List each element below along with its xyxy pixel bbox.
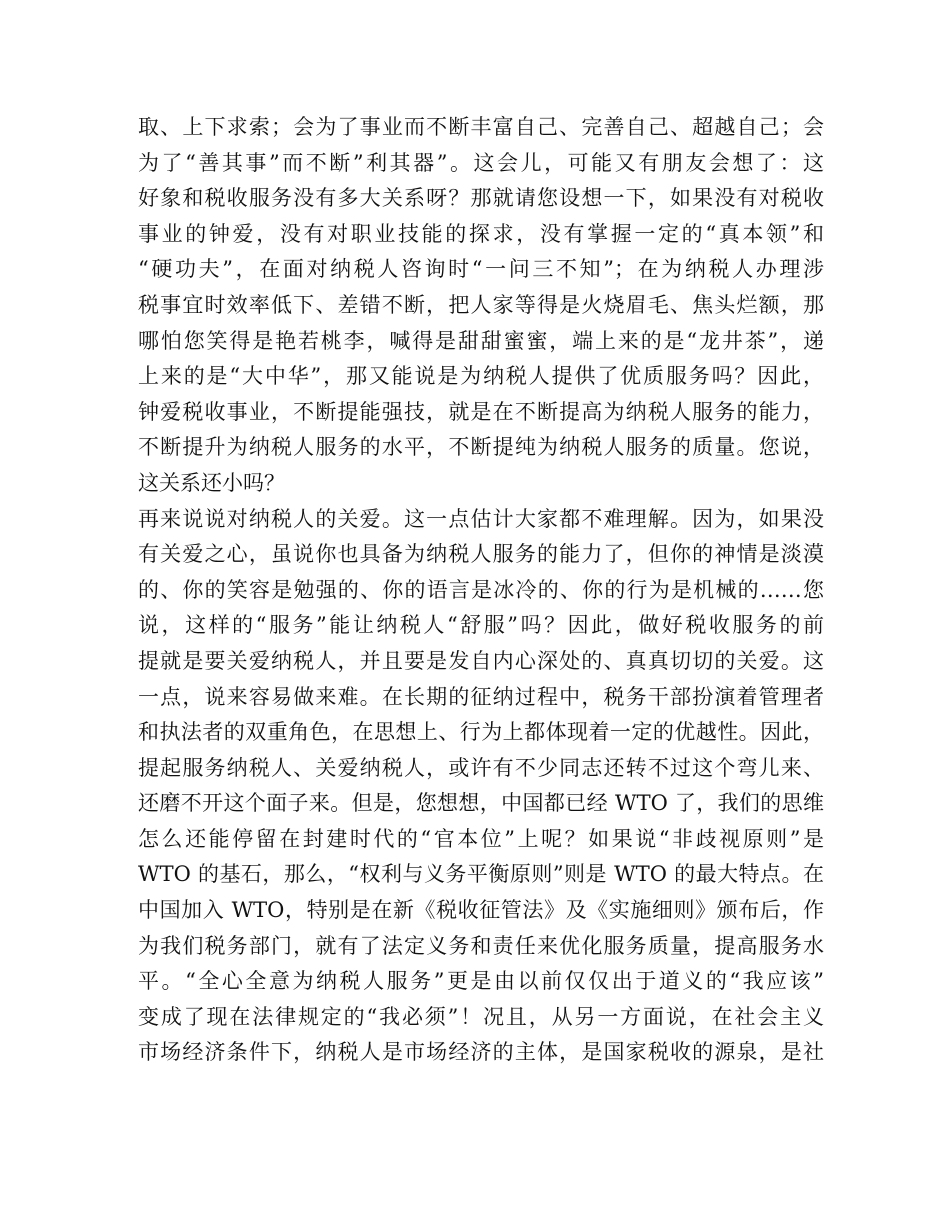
text-line: 好象和税收服务没有多大关系呀？那就请您设想一下，如果没有对税收 (138, 186, 824, 211)
text-line: 再来说说对纳税人的关爱。这一点估计大家都不难理解。因为，如果没 (138, 506, 824, 531)
text-line: 哪怕您笑得是艳若桃李，喊得是甜甜蜜蜜，端上来的是“龙井茶”，递 (138, 328, 824, 353)
text-line: 中国加入 WTO，特别是在新《税收征管法》及《实施细则》颁布后，作 (138, 898, 824, 923)
text-line: 为我们税务部门，就有了法定义务和责任来优化服务质量，提高服务水 (138, 933, 824, 958)
text-line: 钟爱税收事业，不断提能强技，就是在不断提高为纳税人服务的能力， (138, 399, 824, 424)
text-line: “硬功夫”，在面对纳税人咨询时“一问三不知”；在为纳税人办理涉 (138, 257, 824, 282)
text-line: 一点，说来容易做来难。在长期的征纳过程中，税务干部扮演着管理者 (138, 684, 824, 709)
text-line: 怎么还能停留在封建时代的“官本位”上呢？如果说“非歧视原则”是 (138, 826, 824, 851)
text-line: 提就是要关爱纳税人，并且要是发自内心深处的、真真切切的关爱。这 (138, 648, 824, 673)
text-line: 税事宜时效率低下、差错不断，把人家等得是火烧眉毛、焦头烂额，那 (138, 292, 824, 317)
text-line: 这关系还小吗？ (138, 470, 285, 495)
text-line: 为了“善其事”而不断”利其器”。这会儿，可能又有朋友会想了：这 (138, 150, 824, 175)
text-line: 的、你的笑容是勉强的、你的语言是冰冷的、你的行为是机械的……您 (138, 577, 824, 602)
text-line: 提起服务纳税人、关爱纳税人，或许有不少同志还转不过这个弯儿来、 (138, 755, 824, 780)
text-line: 取、上下求索；会为了事业而不断丰富自己、完善自己、超越自己；会 (138, 115, 824, 139)
body-text (138, 110, 824, 1071)
text-line: 平。“全心全意为纳税人服务”更是由以前仅仅出于道义的“我应该” (138, 969, 824, 994)
text-line: 市场经济条件下，纳税人是市场经济的主体，是国家税收的源泉，是社 (138, 1040, 824, 1065)
text-line: WTO 的基石，那么，“权利与义务平衡原则”则是 WTO 的最大特点。在 (138, 862, 824, 887)
text-line: 和执法者的双重角色，在思想上、行为上都体现着一定的优越性。因此， (138, 720, 824, 745)
text-line: 变成了现在法律规定的“我必须”！况且，从另一方面说，在社会主义 (138, 1004, 824, 1029)
text-line: 不断提升为纳税人服务的水平，不断提纯为纳税人服务的质量。您说， (138, 435, 824, 460)
text-line: 说，这样的“服务”能让纳税人“舒服”吗？因此，做好税收服务的前 (138, 613, 824, 638)
text-line: 事业的钟爱，没有对职业技能的探求，没有掌握一定的“真本领”和 (138, 221, 824, 246)
text-line: 上来的是“大中华”，那又能说是为纳税人提供了优质服务吗？因此， (138, 364, 824, 389)
text-line: 有关爱之心，虽说你也具备为纳税人服务的能力了，但你的神情是淡漠 (138, 542, 824, 567)
text-line: 还磨不开这个面子来。但是，您想想，中国都已经 WTO 了，我们的思维 (138, 791, 824, 816)
